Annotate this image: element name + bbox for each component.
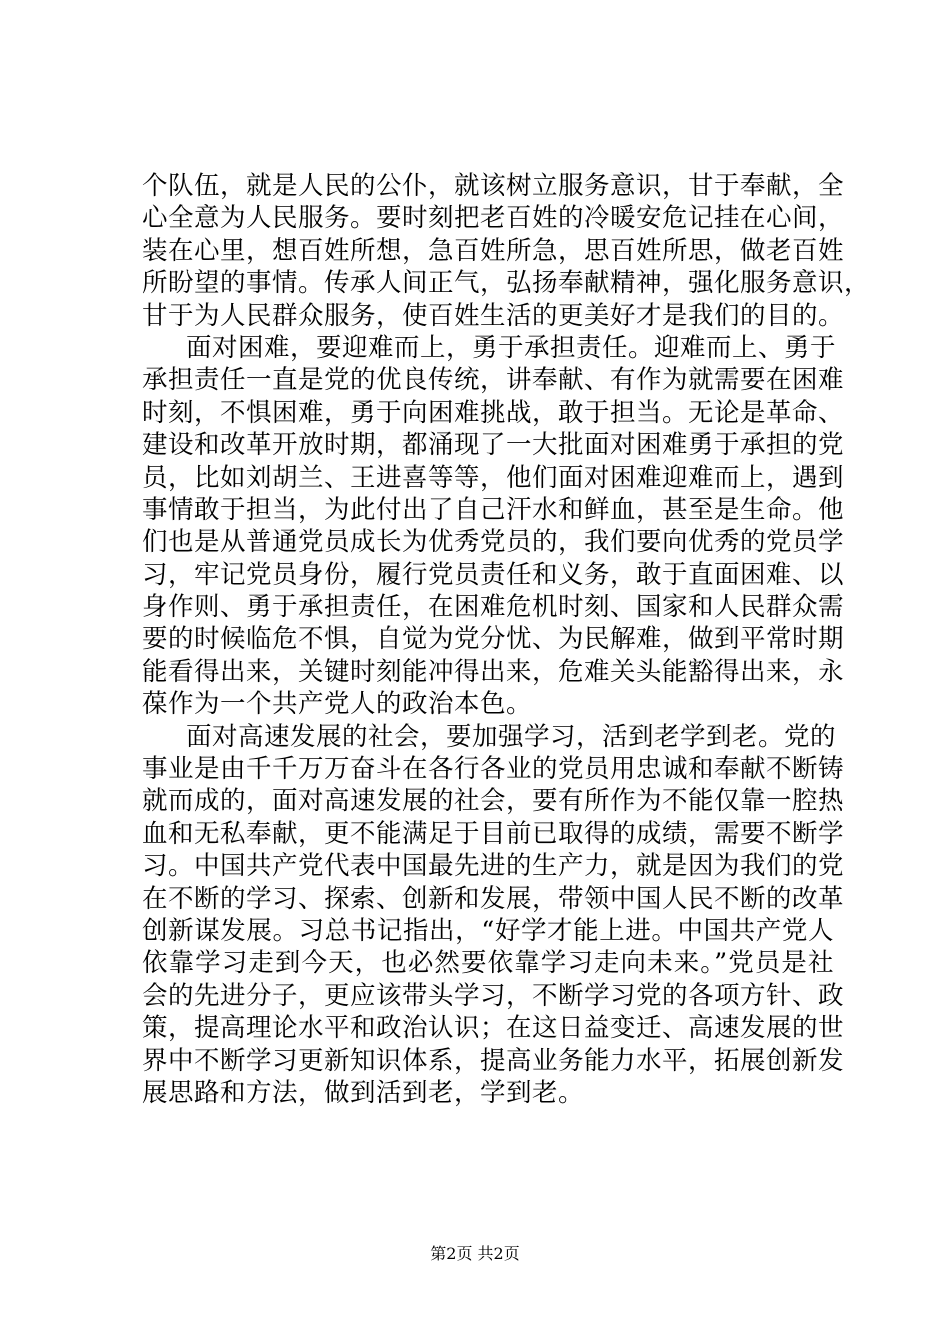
text-line: 习，牢记党员身份，履行党员责任和义务，敢于直面困难、以 xyxy=(142,559,845,590)
text-line: 就而成的，面对高速发展的社会，要有所作为不能仅靠一腔热 xyxy=(142,786,845,817)
text-line: 创新谋发展。习总书记指出，“好学才能上进。中国共产党人 xyxy=(142,915,834,946)
text-line: 个队伍，就是人民的公仆，就该树立服务意识，甘于奉献，全 xyxy=(142,171,845,201)
text-line: 承担责任一直是党的优良传统，讲奉献、有作为就需要在困难 xyxy=(142,365,845,396)
text-line: 会的先进分子，更应该带头学习，不断学习党的各项方针、政 xyxy=(142,980,845,1011)
text-line: 展思路和方法，做到活到老，学到老。 xyxy=(142,1077,585,1108)
page-number-footer: 第2页 共2页 xyxy=(430,1244,520,1263)
text-line: 建设和改革开放时期，都涌现了一大批面对困难勇于承担的党 xyxy=(142,430,845,461)
text-line: 习。中国共产党代表中国最先进的生产力，就是因为我们的党 xyxy=(142,851,845,882)
text-line: 策，提高理论水平和政治认识；在这日益变迁、高速发展的世 xyxy=(142,1013,845,1044)
text-line: 能看得出来，关键时刻能冲得出来，危难关头能豁得出来，永 xyxy=(142,656,845,687)
text-line: 事业是由千千万万奋斗在各行各业的党员用忠诚和奉献不断铸 xyxy=(142,754,845,785)
paragraph-first-line: 面对高速发展的社会，要加强学习，活到老学到老。党的 xyxy=(186,721,837,752)
text-line: 甘于为人民群众服务，使百姓生活的更美好才是我们的目的。 xyxy=(142,300,845,331)
text-line: 界中不断学习更新知识体系，提高业务能力水平，拓展创新发 xyxy=(142,1045,845,1076)
text-line: 装在心里，想百姓所想，急百姓所急，思百姓所思，做老百姓 xyxy=(142,235,845,266)
paragraph-first-line: 面对困难，要迎难而上，勇于承担责任。迎难而上、勇于 xyxy=(186,332,837,363)
text-line: 们也是从普通党员成长为优秀党员的，我们要向优秀的党员学 xyxy=(142,527,845,558)
text-line: 在不断的学习、探索、创新和发展，带领中国人民不断的改革 xyxy=(142,883,845,914)
text-line: 依靠学习走到今天，也必然要依靠学习走向未来。”党员是社 xyxy=(142,948,834,979)
text-line: 所盼望的事情。传承人间正气，弘扬奉献精神，强化服务意识， xyxy=(142,268,871,299)
text-line: 心全意为人民服务。要时刻把老百姓的冷暖安危记挂在心间， xyxy=(142,203,845,234)
text-line: 时刻，不惧困难，勇于向困难挑战，敢于担当。无论是革命、 xyxy=(142,397,845,428)
document-body xyxy=(142,170,871,1109)
text-line: 员，比如刘胡兰、王进喜等等，他们面对困难迎难而上，遇到 xyxy=(142,462,845,493)
text-line: 葆作为一个共产党人的政治本色。 xyxy=(142,689,533,720)
text-line: 要的时候临危不惧，自觉为党分忧、为民解难，做到平常时期 xyxy=(142,624,845,655)
text-line: 事情敢于担当，为此付出了自己汗水和鲜血，甚至是生命。他 xyxy=(142,494,845,525)
text-line: 身作则、勇于承担责任，在困难危机时刻、国家和人民群众需 xyxy=(142,592,845,623)
text-line: 血和无私奉献，更不能满足于目前已取得的成绩，需要不断学 xyxy=(142,818,845,849)
